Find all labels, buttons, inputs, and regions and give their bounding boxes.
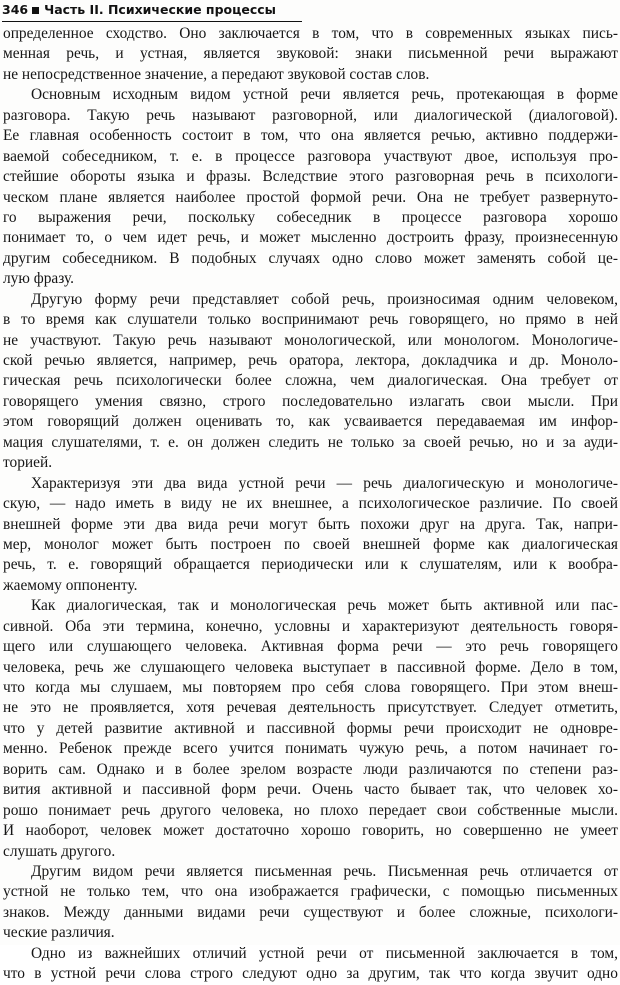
text-line: стейшие обороты языка и фразы. Вследствие этого разговорная речь в психологи- <box>3 168 618 186</box>
chapter-title: Часть II. Психические процессы <box>44 2 276 17</box>
text-line: И наоборот, человек может достаточно хорошо говорить, но совершенно не умеет <box>3 822 618 840</box>
text-line: мация слушателями, т. е. он должен следить не только за своей речью, но и за ауди- <box>3 433 618 451</box>
text-line: ской речью является, например, речь оратора, лектора, докладчика и др. Моноло- <box>3 352 618 369</box>
running-header <box>2 0 302 22</box>
text-line: лую фразу. <box>3 270 74 288</box>
text-line: говорящего умения связно, строго последовательно излагать свои мысли. При <box>3 392 618 410</box>
text-line: речь, т. е. говорящий обращается периодически или к слушателям, или к вообра- <box>3 556 618 574</box>
text-line: скую, — надо иметь в виду не их внешнее, а психологическое различие. По своей <box>3 495 618 513</box>
text-line: менно. Ребенок прежде всего учится понимать чужую речь, а потом начинает го- <box>3 740 618 758</box>
text-line: не участвуют. Такую речь называют монологической, или монологом. Монологиче- <box>3 331 618 349</box>
text-line: Ее главная особенность состоит в том, что она является речью, активно поддержи- <box>3 127 618 145</box>
text-line: устной не только тем, что она изображается графически, с помощью письменных <box>3 883 618 901</box>
text-line: что в устной речи слова строго следуют одно за другим, так что когда звучит одно <box>3 965 618 983</box>
text-line: ческие различия. <box>3 924 115 942</box>
text-line: жаемому оппоненту. <box>3 576 138 594</box>
text-line: понимает то, о чем идет речь, и может мысленно достроить фразу, произнесенную <box>3 229 618 247</box>
square-bullet-icon <box>32 7 39 14</box>
text-line: не непосредственное значение, а передают звуковой состав слов. <box>3 65 430 83</box>
text-line: мер, монолог может быть построен по своей внешней форме как диалогическая <box>3 535 618 553</box>
text-line: что когда мы слушаем, мы повторяем про себя слова говорящего. При этом внеш- <box>3 679 618 696</box>
text-line: Характеризуя эти два вида устной речи — речь диалогическую и монологиче- <box>31 474 618 492</box>
text-line: другим собеседником. В подобных случаях одно слово может заменять собой це- <box>3 249 618 267</box>
text-line: Другую форму речи представляет собой речь, произносимая одним человеком, <box>31 290 618 308</box>
text-line: Основным исходным видом устной речи является речь, протекающая в форме <box>31 86 618 104</box>
text-line: сивной. Оба эти термина, конечно, условны и характеризуют деятельность говоря- <box>3 617 618 635</box>
text-line: го выражения речи, поскольку собеседник в процессе разговора хорошо <box>3 208 618 226</box>
text-line: Одно из важнейших отличий устной речи от письменной заключается в том, <box>31 944 618 962</box>
text-line: знаков. Между данными видами речи существуют и более сложные, психологи- <box>3 903 618 921</box>
body-text <box>3 24 618 985</box>
text-line: Как диалогическая, так и монологическая речь может быть активной или пас- <box>31 597 618 615</box>
page-number: 346 <box>2 2 29 17</box>
text-line: ваемой собеседником, т. е. в процессе разговора участвуют двое, используя про- <box>3 147 618 165</box>
text-line: что у детей развитие активной и пассивной формы речи происходит не одновре- <box>3 719 618 737</box>
text-line: ворить сам. Однако и в более зрелом возрасте люди различаются по степени раз- <box>3 760 618 778</box>
text-line: гическая речь психологически более сложна, чем диалогическая. Она требует от <box>3 372 618 390</box>
text-line: этом говорящий должен оценивать то, как усваивается передаваемая им инфор- <box>3 413 618 431</box>
text-line: определенное сходство. Оно заключается в том, что в современных языках пись- <box>3 25 618 42</box>
text-line: разговора. Такую речь называют разговорной, или диалогической (диалоговой). <box>3 106 618 124</box>
text-line: человека, речь же слушающего человека выступает в пассивной форме. Дело в том, <box>3 658 618 676</box>
text-line: рошо понимает речь другого человека, но плохо передает свои собственные мысли. <box>3 801 618 819</box>
text-line: вития активной и пассивной форм речи. Очень часто бывает так, что человек хо- <box>3 781 618 799</box>
text-line: щего или слушающего человека. Активная форма речи — это речь говорящего <box>3 638 618 656</box>
text-line: в то время как слушатели только воспринимают речь говорящего, но прямо в ней <box>3 311 618 329</box>
text-line: Другим видом речи является письменная речь. Письменная речь отличается от <box>31 862 618 880</box>
text-line: внешней форме эти два вида речи могут быть похожи друг на друга. Так, напри- <box>3 515 618 533</box>
text-line: слушать другого. <box>3 842 116 860</box>
text-line: ческом плане является наиболее простой формой речи. Она не требует развернуто- <box>3 188 618 206</box>
text-line: менная речь, и устная, является звуковой: знаки письменной речи выражают <box>3 45 618 63</box>
text-line: торией. <box>3 454 53 472</box>
text-line: не это не проявляется, хотя речевая деятельность присутствует. Следует отметить, <box>3 699 618 717</box>
